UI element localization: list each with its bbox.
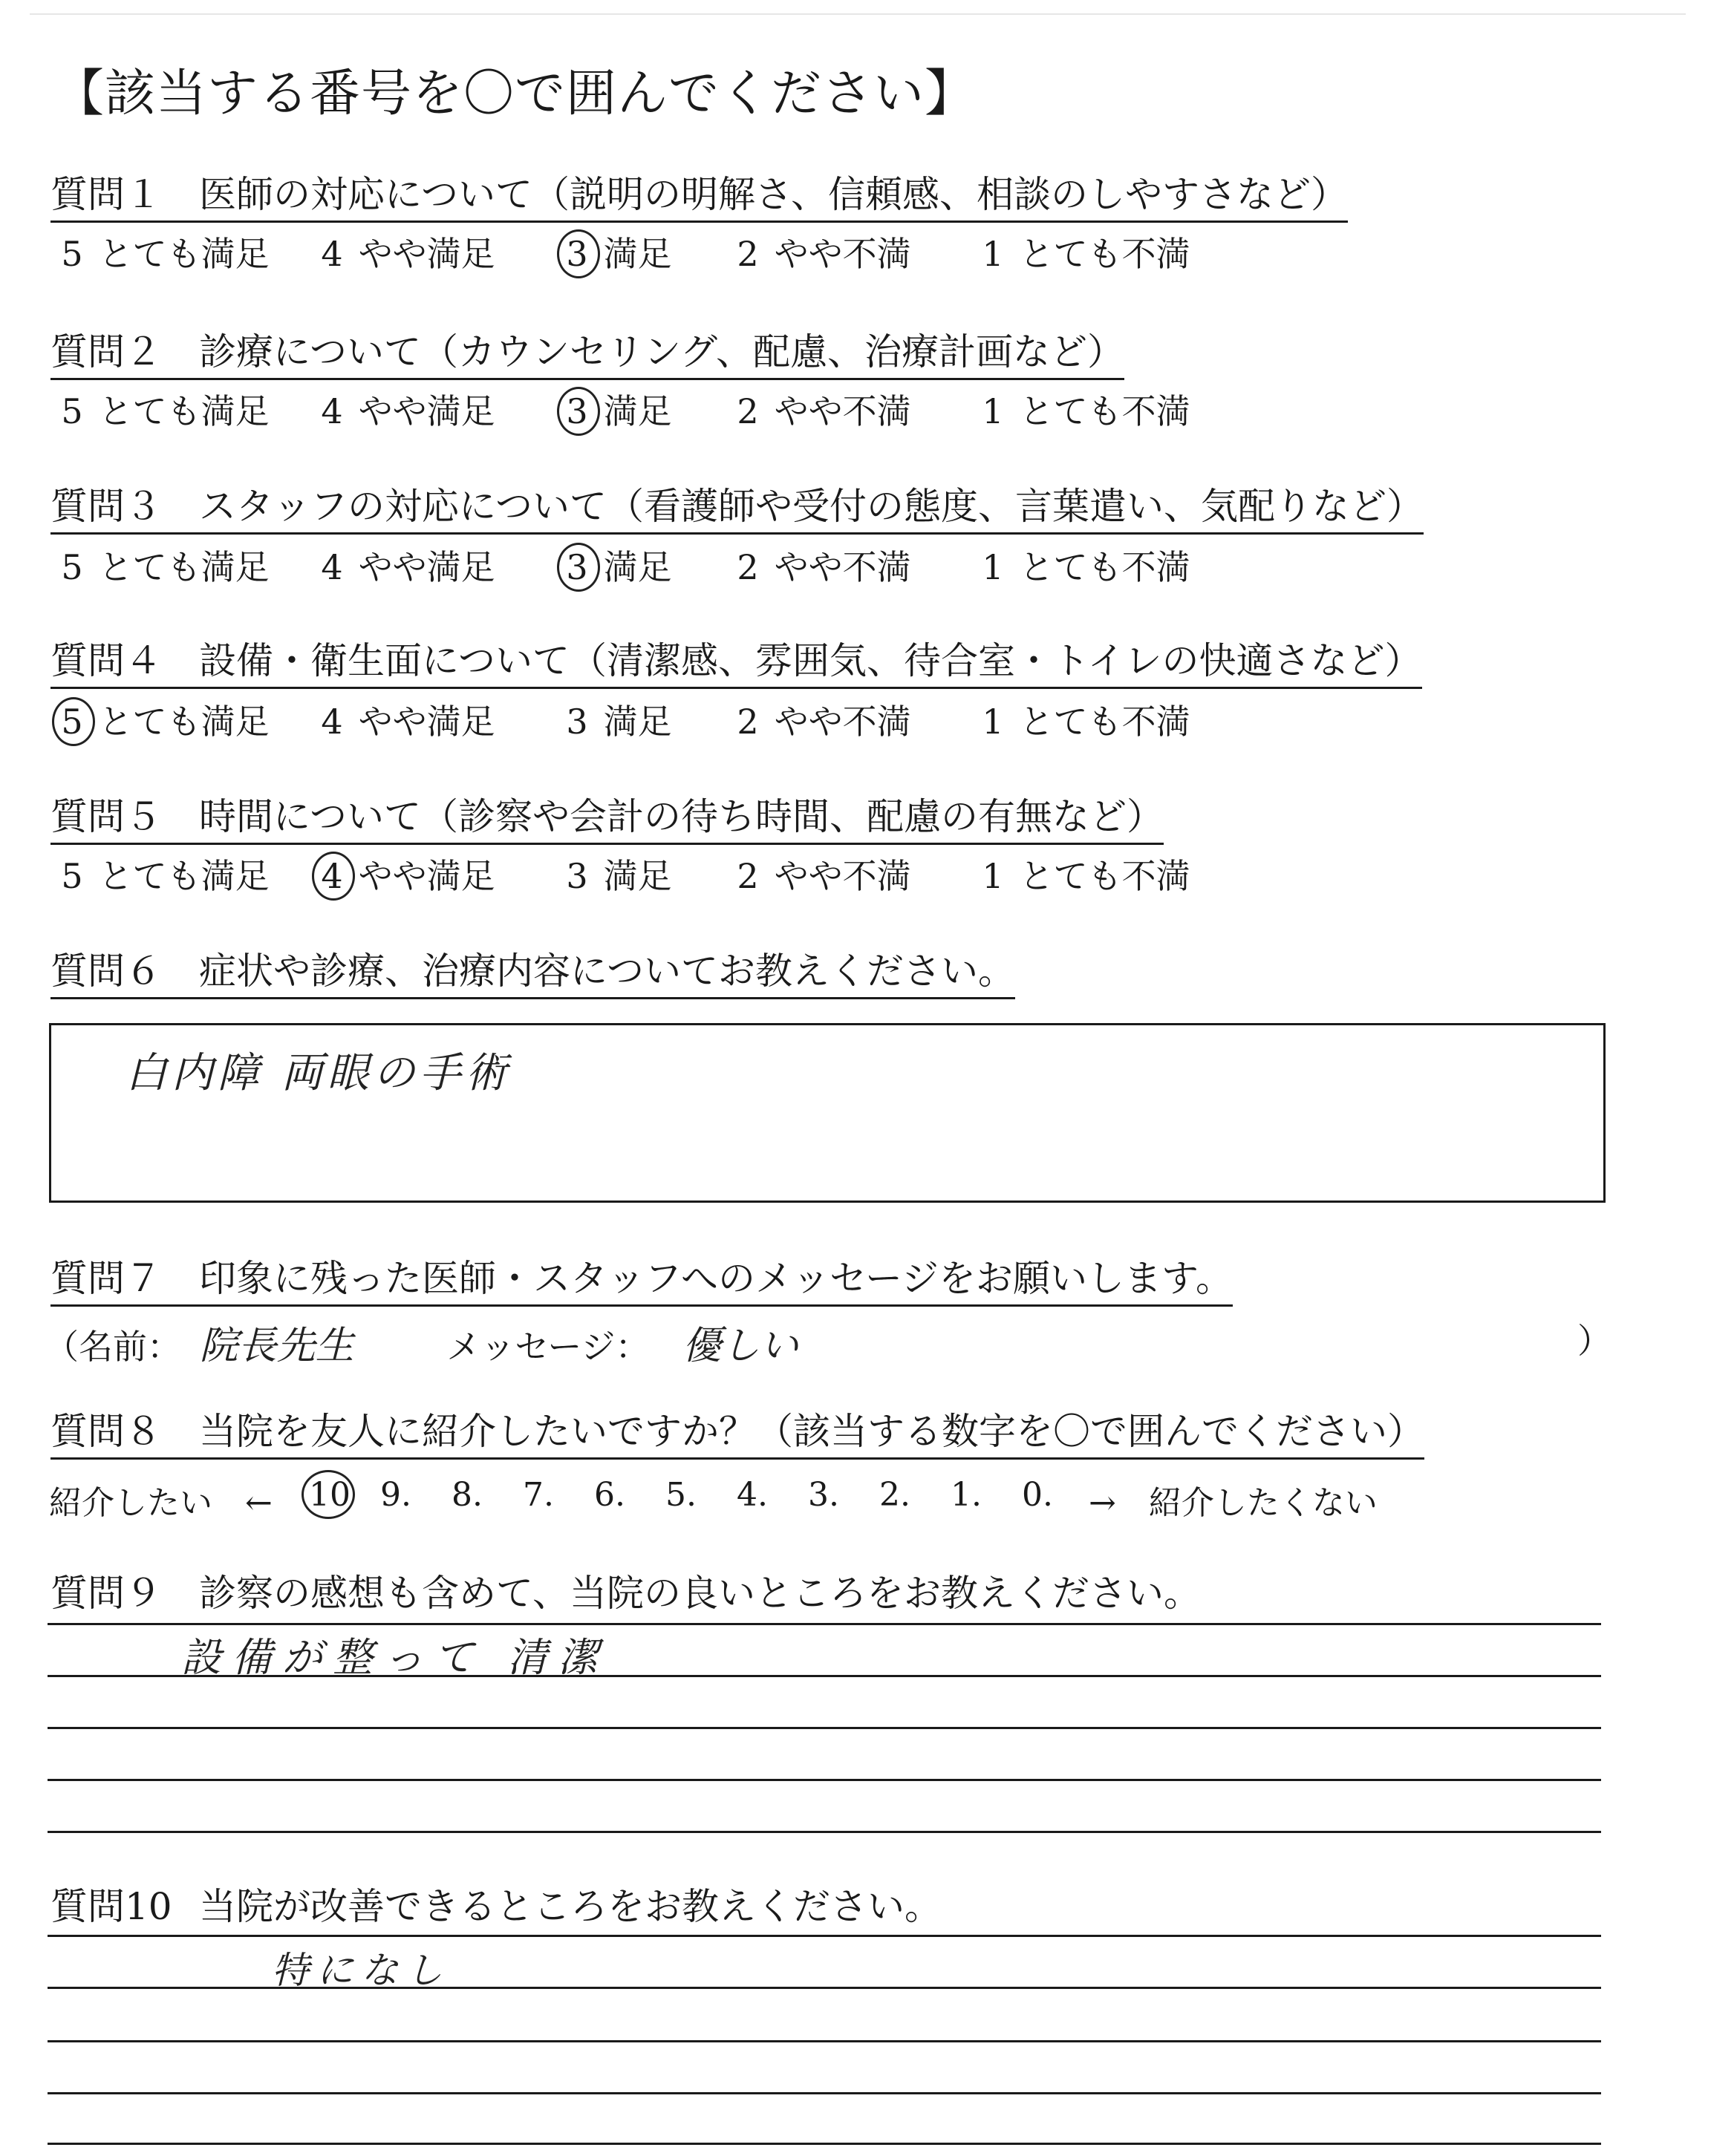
rating-option-2[interactable]	[732, 540, 911, 589]
selection-circle-icon	[312, 852, 355, 901]
rating-label: とても不満	[1008, 856, 1190, 896]
scale-number-2[interactable]: 2.	[879, 1476, 910, 1514]
rating-number: 3	[561, 547, 593, 587]
rating-option-4[interactable]	[316, 385, 495, 434]
rating-label: やや満足	[348, 702, 495, 742]
rating-option-4[interactable]	[316, 540, 495, 589]
rating-option-5[interactable]	[56, 695, 270, 744]
rating-label: やや不満	[763, 547, 911, 587]
rating-label: 満足	[593, 391, 672, 431]
scale-number-10[interactable]: 10	[309, 1476, 351, 1514]
rating-number: 3	[561, 234, 593, 274]
question-label: 質問４	[50, 639, 162, 682]
rating-option-1[interactable]	[977, 695, 1190, 744]
question-label: 質問７	[50, 1257, 162, 1300]
rating-option-3[interactable]	[561, 849, 672, 898]
handwritten-name[interactable]: 院長先生	[199, 1324, 354, 1368]
rating-number: 3	[566, 856, 588, 896]
rating-label: とても不満	[1008, 234, 1190, 274]
question-3	[50, 477, 1424, 530]
question-text: 時間について（診察や会計の待ち時間、配慮の有無など）	[199, 795, 1164, 838]
rating-option-5[interactable]	[56, 385, 270, 434]
rating-label: とても満足	[88, 547, 270, 587]
scale-left-label: 紹介したい ←	[49, 1484, 273, 1522]
rating-option-5[interactable]	[56, 849, 270, 898]
rating-option-4[interactable]	[316, 695, 495, 744]
scale-number-1[interactable]: 1.	[951, 1476, 982, 1514]
rating-label: やや満足	[348, 234, 495, 274]
question-label: 質問10	[50, 1885, 172, 1928]
answer-line	[48, 1675, 1601, 1677]
rating-label: やや不満	[763, 234, 911, 274]
answer-line	[48, 2143, 1601, 2145]
rating-number: 4	[321, 702, 343, 742]
question-label: 質問２	[50, 330, 162, 373]
closing-paren: ）	[1577, 1321, 1611, 1361]
scale-number-5[interactable]: 5.	[665, 1476, 697, 1514]
question-text: 診療について（カウンセリング、配慮、治療計画など）	[199, 330, 1124, 373]
answer-line	[48, 1935, 1601, 1937]
selection-circle-icon	[52, 697, 95, 746]
rating-number: 1	[982, 702, 1004, 742]
scale-number-4[interactable]: 4.	[737, 1476, 768, 1514]
rating-label: やや満足	[348, 391, 495, 431]
rating-label: とても満足	[88, 234, 270, 274]
rating-option-2[interactable]	[732, 385, 911, 434]
question-text: 診察の感想も含めて、当院の良いところをお教えください。	[199, 1572, 1201, 1615]
scale-number-9[interactable]: 9.	[380, 1476, 411, 1514]
selection-circle-icon	[557, 229, 600, 278]
question-10	[50, 1877, 942, 1930]
handwritten-answer-q9[interactable]: 設備が整って 清潔	[181, 1634, 609, 1681]
selection-circle-icon	[557, 543, 600, 592]
question-text: 設備・衛生面について（清潔感、雰囲気、待合室・トイレの快適さなど）	[199, 639, 1422, 682]
rating-option-5[interactable]	[56, 540, 270, 589]
question-text: 当院を友人に紹介したいですか？（該当する数字を〇で囲んでください）	[199, 1410, 1424, 1453]
question-1	[50, 165, 1348, 218]
name-label: （名前：	[45, 1327, 181, 1367]
question-5	[50, 787, 1164, 840]
rating-label: やや不満	[763, 702, 911, 742]
rating-label: やや満足	[348, 547, 495, 587]
selection-circle-icon	[302, 1470, 355, 1519]
rating-number: 3	[561, 391, 593, 431]
rating-number: 2	[737, 391, 759, 431]
rating-number: 1	[982, 234, 1004, 274]
rating-option-1[interactable]	[977, 540, 1190, 589]
handwritten-message[interactable]: 優しい	[682, 1324, 799, 1368]
form-title: 【該当する番号を〇で囲んでください】	[53, 65, 977, 123]
question-label: 質問３	[50, 485, 162, 528]
rating-label: とても不満	[1008, 391, 1190, 431]
rating-label: とても満足	[88, 856, 270, 896]
rating-option-4[interactable]	[316, 849, 495, 898]
answer-line	[48, 1831, 1601, 1833]
scale-right-label: → 紹介したくない	[1089, 1484, 1378, 1522]
rating-label: とても不満	[1008, 702, 1190, 742]
rating-option-4[interactable]	[316, 227, 495, 276]
question-7	[50, 1249, 1233, 1302]
rating-number: 1	[982, 547, 1004, 587]
message-line-q7	[45, 1314, 1611, 1370]
rating-number: 3	[566, 702, 588, 742]
answer-box-q6[interactable]	[49, 1023, 1606, 1203]
rating-number: 5	[61, 856, 83, 896]
rating-option-2[interactable]	[732, 227, 911, 276]
answer-line	[48, 1779, 1601, 1781]
rating-number: 1	[982, 856, 1004, 896]
rating-label: やや不満	[763, 391, 911, 431]
rating-label: 満足	[593, 234, 672, 274]
handwritten-answer-q10[interactable]: 特になし	[272, 1949, 450, 1992]
scale-number-8[interactable]: 8.	[452, 1476, 483, 1514]
scale-number-0[interactable]: 0.	[1022, 1476, 1053, 1514]
question-6	[50, 941, 1015, 995]
answer-line	[48, 1987, 1601, 1989]
question-text: スタッフの対応について（看護師や受付の態度、言葉遣い、気配りなど）	[199, 485, 1424, 528]
rating-number: 5	[61, 547, 83, 587]
rating-label: やや満足	[348, 856, 495, 896]
rating-option-3[interactable]	[561, 695, 672, 744]
selection-circle-icon	[557, 387, 600, 436]
rating-label: とても満足	[88, 391, 270, 431]
rating-number: 5	[61, 391, 83, 431]
scale-number-3[interactable]: 3.	[808, 1476, 839, 1514]
rating-label: 満足	[593, 702, 672, 742]
rating-label: やや不満	[763, 856, 911, 896]
question-label: 質問１	[50, 173, 162, 216]
answer-line	[48, 2092, 1601, 2094]
answer-line	[48, 1727, 1601, 1729]
question-9	[50, 1564, 1201, 1617]
question-text: 当院が改善できるところをお教えください。	[199, 1885, 942, 1928]
question-label: 質問８	[50, 1410, 162, 1453]
rating-number: 2	[737, 547, 759, 587]
top-edge-line	[30, 13, 1686, 15]
question-label: 質問５	[50, 795, 162, 838]
rating-number: 2	[737, 234, 759, 274]
rating-option-3[interactable]	[561, 227, 672, 276]
rating-option-3[interactable]	[561, 385, 672, 434]
rating-number: 5	[61, 234, 83, 274]
rating-label: 満足	[593, 547, 672, 587]
rating-number: 4	[316, 856, 348, 896]
rating-option-1[interactable]	[977, 849, 1190, 898]
answer-line	[48, 1623, 1601, 1625]
rating-option-1[interactable]	[977, 227, 1190, 276]
rating-label: とても不満	[1008, 547, 1190, 587]
rating-number: 4	[321, 391, 343, 431]
rating-option-2[interactable]	[732, 695, 911, 744]
message-label: メッセージ：	[446, 1327, 650, 1367]
question-text: 症状や診療、治療内容についてお教えください。	[199, 950, 1015, 993]
rating-option-5[interactable]	[56, 227, 270, 276]
handwritten-answer-q6: 白内障 両眼の手術	[126, 1049, 512, 1097]
rating-number: 4	[321, 547, 343, 587]
rating-option-1[interactable]	[977, 385, 1190, 434]
rating-option-2[interactable]	[732, 849, 911, 898]
question-text: 医師の対応について（説明の明解さ、信頼感、相談のしやすさなど）	[199, 173, 1348, 216]
question-2	[50, 322, 1124, 376]
rating-number: 4	[321, 234, 343, 274]
question-label: 質問９	[50, 1572, 162, 1615]
question-label: 質問６	[50, 950, 162, 993]
scale-number-7[interactable]: 7.	[523, 1476, 554, 1514]
rating-label: とても満足	[88, 702, 270, 742]
question-4	[50, 631, 1422, 685]
scale-number-6[interactable]: 6.	[594, 1476, 625, 1514]
rating-number: 1	[982, 391, 1004, 431]
rating-number: 2	[737, 702, 759, 742]
rating-number: 5	[56, 702, 88, 742]
rating-number: 2	[737, 856, 759, 896]
rating-option-3[interactable]	[561, 540, 672, 589]
question-8	[50, 1402, 1424, 1455]
answer-line	[48, 2040, 1601, 2042]
question-text: 印象に残った医師・スタッフへのメッセージをお願いします。	[199, 1257, 1233, 1300]
rating-label: 満足	[593, 856, 672, 896]
